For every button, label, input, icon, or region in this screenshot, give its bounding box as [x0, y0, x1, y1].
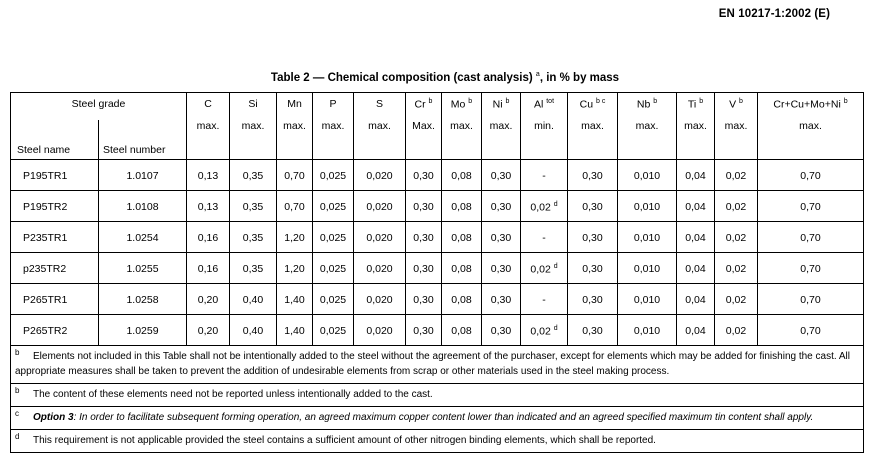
value-cell: 0,30: [482, 222, 521, 253]
footnote-mark: b c: [596, 98, 606, 105]
value-cell: 0,08: [442, 284, 482, 315]
value-cell: 0,70: [758, 315, 864, 346]
footnote-text: d This requirement is not applicable provided the steel contains a sufficient amount of other nitrogen binding elements, which shall be reported.: [11, 430, 864, 453]
value-cell: 0,04: [677, 160, 715, 191]
value-cell: 0,010: [618, 160, 677, 191]
chemical-composition-table: [10, 92, 864, 453]
table-row: [11, 315, 864, 346]
steel-number-cell: 1.0254: [99, 222, 187, 253]
value-cell: 0,04: [677, 315, 715, 346]
value-cell: 0,70: [758, 160, 864, 191]
value-cell: 0,16: [187, 253, 230, 284]
value-cell: 0,025: [313, 315, 354, 346]
value-cell: 0,30: [406, 160, 442, 191]
value-cell: 0,30: [406, 191, 442, 222]
value-cell: -: [521, 160, 568, 191]
value-cell: 0,70: [758, 191, 864, 222]
footnote-mark: d: [553, 200, 558, 208]
value-cell: 0,70: [277, 160, 313, 191]
value-cell: 0,20: [187, 284, 230, 315]
table-row: [11, 284, 864, 315]
limit-label: max.: [313, 120, 354, 160]
footnote-row: [11, 346, 864, 384]
element-header: Si: [230, 93, 277, 121]
element-header: S: [354, 93, 406, 121]
value-cell: 0,020: [354, 315, 406, 346]
value-cell: 0,08: [442, 191, 482, 222]
value-cell: 0,30: [568, 160, 618, 191]
steel-number-header: Steel number: [99, 120, 187, 160]
value-cell: 0,35: [230, 160, 277, 191]
value-cell: 0,30: [482, 160, 521, 191]
value-cell: 0,020: [354, 222, 406, 253]
table-row: [11, 191, 864, 222]
steel-grade-header: Steel grade: [11, 93, 187, 121]
value-cell: 0,20: [187, 315, 230, 346]
value-cell: 0,02 $^d$: [521, 253, 568, 284]
value-cell: 0,010: [618, 222, 677, 253]
value-cell: -: [521, 284, 568, 315]
footnote-mark: b: [739, 98, 743, 105]
steel-name-cell: P265TR1: [11, 284, 99, 315]
footnote-text: c Option 3: In order to facilitate subsequent forming operation, an agreed maximum copper content lower than indicated and an agreed specified maximum tin content shall apply.: [11, 407, 864, 430]
steel-number-cell: 1.0107: [99, 160, 187, 191]
value-cell: 0,02: [715, 315, 758, 346]
footnote-mark: b: [653, 98, 658, 105]
footnote-mark: b: [468, 98, 473, 105]
element-header: Cr+Cu+Mo+Ni $^b$: [758, 93, 864, 121]
steel-name-cell: P235TR1: [11, 222, 99, 253]
footnote-mark: b: [505, 98, 510, 105]
limit-label: min.: [521, 120, 568, 160]
value-cell: 0,02: [715, 284, 758, 315]
footnote-mark: d: [553, 324, 558, 332]
value-cell: 0,010: [618, 191, 677, 222]
table-caption: Table 2 — Chemical composition (cast analysis) $^a$, in % by mass: [270, 71, 620, 84]
document-id: EN 10217-1:2002 (E): [718, 8, 830, 20]
value-cell: 0,40: [230, 284, 277, 315]
value-cell: 0,35: [230, 222, 277, 253]
value-cell: 0,70: [758, 253, 864, 284]
value-cell: 0,30: [568, 315, 618, 346]
element-header: Ni $^b$: [482, 93, 521, 121]
value-cell: 0,02: [715, 191, 758, 222]
value-cell: 1,40: [277, 315, 313, 346]
value-cell: 0,13: [187, 191, 230, 222]
limit-label: Max.: [406, 120, 442, 160]
steel-name-cell: P195TR2: [11, 191, 99, 222]
element-header: V $^b$: [715, 93, 758, 121]
value-cell: 0,30: [406, 222, 442, 253]
footnote-text: b The content of these elements need not be reported unless intentionally added to the cast.: [11, 384, 864, 407]
table-row: [11, 253, 864, 284]
value-cell: 0,70: [758, 284, 864, 315]
steel-name-cell: P265TR2: [11, 315, 99, 346]
limit-label: max.: [354, 120, 406, 160]
element-header: Cr $^b$: [406, 93, 442, 121]
footnote-mark: b: [699, 98, 704, 105]
value-cell: 1,20: [277, 253, 313, 284]
element-header: Cu $^{b c}$: [568, 93, 618, 121]
value-cell: 0,30: [482, 284, 521, 315]
value-cell: 0,70: [277, 191, 313, 222]
element-header: P: [313, 93, 354, 121]
value-cell: 0,08: [442, 315, 482, 346]
value-cell: 0,35: [230, 253, 277, 284]
value-cell: 0,025: [313, 222, 354, 253]
caption-footnote-mark: a: [535, 71, 540, 78]
value-cell: 0,010: [618, 315, 677, 346]
value-cell: 0,13: [187, 160, 230, 191]
value-cell: 0,025: [313, 160, 354, 191]
steel-name-cell: p235TR2: [11, 253, 99, 284]
value-cell: 0,30: [406, 253, 442, 284]
value-cell: 0,40: [230, 315, 277, 346]
value-cell: -: [521, 222, 568, 253]
footnote-mark: b: [15, 348, 20, 357]
value-cell: 0,04: [677, 284, 715, 315]
footnote-mark: d: [15, 432, 20, 441]
element-header: C: [187, 93, 230, 121]
value-cell: 0,30: [482, 191, 521, 222]
element-header: Nb $^b$: [618, 93, 677, 121]
value-cell: 0,30: [568, 222, 618, 253]
limit-label: max.: [482, 120, 521, 160]
steel-number-cell: 1.0259: [99, 315, 187, 346]
value-cell: 0,08: [442, 253, 482, 284]
element-header: Al $^{tot}$: [521, 93, 568, 121]
limit-label: max.: [230, 120, 277, 160]
table-row: [11, 222, 864, 253]
footnote-mark: b: [15, 386, 20, 395]
limit-label: max.: [442, 120, 482, 160]
value-cell: 0,04: [677, 222, 715, 253]
limit-label: max.: [187, 120, 230, 160]
footnote-text: b Elements not included in this Table shall not be intentionally added to the steel without the agreement of the purchaser, except for elements which may be added for finishing the cast. All appropriate measures shall be taken to prevent the addition of undesirable elements from scrap or other materials used in the steel making process.: [11, 346, 864, 384]
value-cell: 0,08: [442, 160, 482, 191]
value-cell: 0,08: [442, 222, 482, 253]
steel-name-cell: P195TR1: [11, 160, 99, 191]
value-cell: 0,010: [618, 253, 677, 284]
value-cell: 0,04: [677, 253, 715, 284]
steel-name-header: Steel name: [11, 120, 99, 160]
limit-label: max.: [758, 120, 864, 160]
value-cell: 0,020: [354, 284, 406, 315]
footnote-mark: c: [15, 409, 19, 418]
value-cell: 1,40: [277, 284, 313, 315]
limit-label: max.: [568, 120, 618, 160]
value-cell: 0,16: [187, 222, 230, 253]
value-cell: 0,02: [715, 160, 758, 191]
value-cell: 0,30: [482, 315, 521, 346]
option-label: Option 3: [33, 412, 74, 423]
value-cell: 0,02: [715, 222, 758, 253]
steel-number-cell: 1.0108: [99, 191, 187, 222]
element-header: Ti $^b$: [677, 93, 715, 121]
value-cell: 0,02 $^d$: [521, 315, 568, 346]
value-cell: 0,020: [354, 191, 406, 222]
value-cell: 0,30: [568, 253, 618, 284]
value-cell: 0,025: [313, 284, 354, 315]
steel-number-cell: 1.0258: [99, 284, 187, 315]
value-cell: 0,020: [354, 160, 406, 191]
steel-number-cell: 1.0255: [99, 253, 187, 284]
value-cell: 0,04: [677, 191, 715, 222]
value-cell: 0,70: [758, 222, 864, 253]
value-cell: 0,35: [230, 191, 277, 222]
value-cell: 0,025: [313, 253, 354, 284]
value-cell: 0,30: [568, 284, 618, 315]
limit-label: max.: [677, 120, 715, 160]
value-cell: 0,30: [482, 253, 521, 284]
table-row: [11, 160, 864, 191]
footnote-mark: b: [428, 98, 433, 105]
footnote-row: [11, 407, 864, 430]
value-cell: 0,30: [406, 315, 442, 346]
footnote-row: [11, 430, 864, 453]
footnote-mark: tot: [546, 98, 555, 105]
value-cell: 0,30: [568, 191, 618, 222]
value-cell: 0,025: [313, 191, 354, 222]
value-cell: 1,20: [277, 222, 313, 253]
value-cell: 0,020: [354, 253, 406, 284]
value-cell: 0,30: [406, 284, 442, 315]
value-cell: 0,010: [618, 284, 677, 315]
element-header: Mo $^b$: [442, 93, 482, 121]
limit-label: max.: [618, 120, 677, 160]
value-cell: 0,02: [715, 253, 758, 284]
element-header: Mn: [277, 93, 313, 121]
limit-label: max.: [277, 120, 313, 160]
limit-label: max.: [715, 120, 758, 160]
footnote-mark: d: [553, 262, 558, 270]
footnote-mark: b: [843, 98, 848, 105]
footnote-row: [11, 384, 864, 407]
value-cell: 0,02 $^d$: [521, 191, 568, 222]
